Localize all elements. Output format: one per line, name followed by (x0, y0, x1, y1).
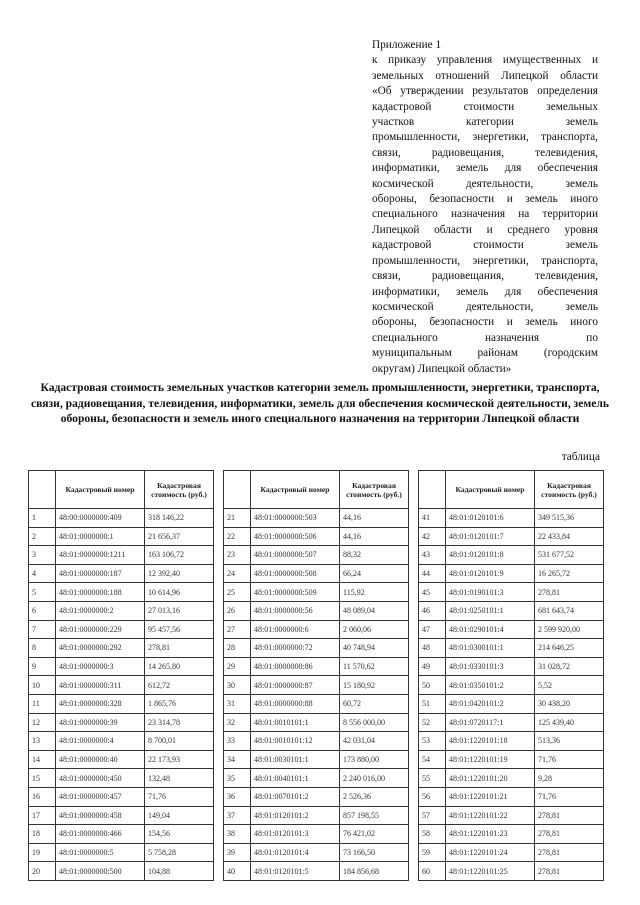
table-row (419, 694, 604, 713)
column-header: Кадастровая стоимость (руб.) (535, 471, 604, 509)
cadastral-number: 48:01:0330101:3 (446, 657, 535, 676)
table-row (29, 694, 214, 713)
cadastral-value: 40 748,94 (340, 639, 409, 658)
table-row (419, 843, 604, 862)
table-row (224, 806, 409, 825)
row-number: 60 (419, 862, 446, 881)
cadastral-value: 8 556 000,00 (340, 713, 409, 732)
cadastral-number: 48:01:0010101:1 (251, 713, 340, 732)
cadastral-table-1 (28, 470, 214, 881)
row-number: 30 (224, 676, 251, 695)
cadastral-value: 27 013,16 (145, 601, 214, 620)
table-row (224, 825, 409, 844)
row-number: 14 (29, 750, 56, 769)
row-number: 3 (29, 546, 56, 565)
cadastral-number: 48:01:0000000:2 (56, 601, 145, 620)
cadastral-number: 48:01:1220101:18 (446, 732, 535, 751)
table-row (419, 583, 604, 602)
cadastral-number: 48:01:0000000:1211 (56, 546, 145, 565)
cadastral-number: 48:01:0000000:229 (56, 620, 145, 639)
cadastral-number: 48:01:0000000:292 (56, 639, 145, 658)
row-number: 16 (29, 787, 56, 806)
cadastral-number: 48:01:0720117:1 (446, 713, 535, 732)
row-number: 51 (419, 694, 446, 713)
table-row (419, 769, 604, 788)
row-number: 55 (419, 769, 446, 788)
cadastral-number: 48:00:0000000:409 (56, 509, 145, 528)
cadastral-value: 9,28 (535, 769, 604, 788)
cadastral-value: 149,04 (145, 806, 214, 825)
cadastral-number: 48:01:0070101:2 (251, 787, 340, 806)
table-row (224, 601, 409, 620)
cadastral-value: 22 173,93 (145, 750, 214, 769)
cadastral-value: 42 031,04 (340, 732, 409, 751)
cadastral-value: 2 240 016,00 (340, 769, 409, 788)
row-number: 13 (29, 732, 56, 751)
row-number: 31 (224, 694, 251, 713)
table-row (224, 564, 409, 583)
row-number: 15 (29, 769, 56, 788)
row-number: 9 (29, 657, 56, 676)
appendix-line: «Об утверждении результатов определения (372, 85, 598, 98)
table-row (419, 527, 604, 546)
appendix-line: муниципальным районам (городским (372, 347, 598, 360)
row-number: 41 (419, 509, 446, 528)
cadastral-value: 71,76 (535, 750, 604, 769)
cadastral-value: 513,36 (535, 732, 604, 751)
table-row (419, 862, 604, 881)
row-number: 25 (224, 583, 251, 602)
cadastral-number: 48:01:0040101:1 (251, 769, 340, 788)
cadastral-number: 48:01:0300101:1 (446, 639, 535, 658)
row-number: 43 (419, 546, 446, 565)
cadastral-number: 48:01:0000000:187 (56, 564, 145, 583)
cadastral-value: 278,81 (535, 806, 604, 825)
cadastral-value: 173 880,00 (340, 750, 409, 769)
row-number: 26 (224, 601, 251, 620)
table-row (419, 713, 604, 732)
table-row (224, 713, 409, 732)
table-row (29, 676, 214, 695)
appendix-line: Липецкой области и среднего уровня (372, 223, 598, 236)
table-row (29, 732, 214, 751)
table-row (29, 713, 214, 732)
row-number: 8 (29, 639, 56, 658)
appendix-line: земельных отношений Липецкой области (372, 69, 598, 82)
cadastral-value: 2 599 920,00 (535, 620, 604, 639)
cadastral-value: 16 265,72 (535, 564, 604, 583)
cadastral-value: 278,81 (535, 862, 604, 881)
table-row (419, 546, 604, 565)
cadastral-value: 278,81 (145, 639, 214, 658)
cadastral-number: 48:01:1220101:25 (446, 862, 535, 881)
cadastral-number: 48:01:0120101:3 (251, 825, 340, 844)
header-row (419, 471, 604, 509)
row-number: 48 (419, 639, 446, 658)
cadastral-value: 184 856,68 (340, 862, 409, 881)
row-number: 59 (419, 843, 446, 862)
table-row (419, 639, 604, 658)
appendix-line: специального назначения по (372, 331, 598, 344)
cadastral-value: 44,16 (340, 509, 409, 528)
table-row (224, 676, 409, 695)
appendix-line: обороны, безопасности и земель иного (372, 193, 598, 206)
row-number: 39 (224, 843, 251, 862)
cadastral-value: 30 438,20 (535, 694, 604, 713)
appendix-line: округам) Липецкой области» (372, 362, 512, 375)
cadastral-value: 5,52 (535, 676, 604, 695)
row-number: 4 (29, 564, 56, 583)
row-number: 34 (224, 750, 251, 769)
cadastral-number: 48:01:0000000:3 (56, 657, 145, 676)
cadastral-value: 5 758,28 (145, 843, 214, 862)
row-number: 57 (419, 806, 446, 825)
table-row (419, 620, 604, 639)
appendix-line: специального назначения на территории (372, 208, 598, 221)
cadastral-number: 48:01:0000000:506 (251, 527, 340, 546)
table-row (419, 509, 604, 528)
cadastral-number: 48:01:0000000:500 (56, 862, 145, 881)
row-number: 50 (419, 676, 446, 695)
cadastral-number: 48:01:1220101:22 (446, 806, 535, 825)
cadastral-value: 14 265,80 (145, 657, 214, 676)
cadastral-value: 21 656,37 (145, 527, 214, 546)
column-header: Кадастровый номер (446, 471, 535, 509)
column-header (419, 471, 446, 509)
row-number: 12 (29, 713, 56, 732)
cadastral-value: 132,48 (145, 769, 214, 788)
cadastral-value: 60,72 (340, 694, 409, 713)
table-row (419, 657, 604, 676)
cadastral-number: 48:01:0000000:72 (251, 639, 340, 658)
cadastral-number: 48:01:0000000:87 (251, 676, 340, 695)
cadastral-value: 681 643,74 (535, 601, 604, 620)
cadastral-number: 48:01:0120101:5 (251, 862, 340, 881)
cadastral-value: 278,81 (535, 843, 604, 862)
table-row (224, 750, 409, 769)
row-number: 21 (224, 509, 251, 528)
row-number: 29 (224, 657, 251, 676)
cadastral-number: 48:01:0000000:188 (56, 583, 145, 602)
row-number: 35 (224, 769, 251, 788)
cadastral-value: 612,72 (145, 676, 214, 695)
appendix-line: обороны, безопасности и земель иного (372, 316, 598, 329)
cadastral-value: 66,24 (340, 564, 409, 583)
cadastral-value: 163 106,72 (145, 546, 214, 565)
cadastral-number: 48:01:1220101:19 (446, 750, 535, 769)
appendix-line: информатики, земель для обеспечения (372, 162, 598, 175)
row-number: 2 (29, 527, 56, 546)
column-header: Кадастровый номер (251, 471, 340, 509)
cadastral-value: 8 700,01 (145, 732, 214, 751)
cadastral-value: 318 146,22 (145, 509, 214, 528)
cadastral-number: 48:01:0000000:507 (251, 546, 340, 565)
row-number: 5 (29, 583, 56, 602)
cadastral-value: 1 865,76 (145, 694, 214, 713)
cadastral-number: 48:01:1220101:20 (446, 769, 535, 788)
column-header (29, 471, 56, 509)
cadastral-number: 48:01:0000000:458 (56, 806, 145, 825)
appendix-line: участков категории земель (372, 116, 598, 129)
cadastral-value: 125 439,40 (535, 713, 604, 732)
cadastral-value: 73 166,50 (340, 843, 409, 862)
cadastral-value: 10 614,96 (145, 583, 214, 602)
cadastral-number: 48:01:0190101:3 (446, 583, 535, 602)
cadastral-value: 11 570,62 (340, 657, 409, 676)
cadastral-number: 48:01:1220101:21 (446, 787, 535, 806)
table-row (419, 601, 604, 620)
cadastral-number: 48:01:0420101:2 (446, 694, 535, 713)
header-row (224, 471, 409, 509)
cadastral-number: 48:01:0000000:1 (56, 527, 145, 546)
cadastral-number: 48:01:0000000:311 (56, 676, 145, 695)
cadastral-table-2 (223, 470, 409, 881)
row-number: 1 (29, 509, 56, 528)
cadastral-number: 48:01:0000000:450 (56, 769, 145, 788)
table-row (29, 639, 214, 658)
row-number: 45 (419, 583, 446, 602)
table-row (29, 787, 214, 806)
row-number: 47 (419, 620, 446, 639)
cadastral-value: 349 515,36 (535, 509, 604, 528)
table-row (224, 694, 409, 713)
cadastral-value: 44,16 (340, 527, 409, 546)
table-row (29, 657, 214, 676)
table-row (419, 750, 604, 769)
cadastral-number: 48:01:0000000:5 (56, 843, 145, 862)
table-row (224, 509, 409, 528)
cadastral-value: 104,88 (145, 862, 214, 881)
row-number: 42 (419, 527, 446, 546)
table-row (29, 546, 214, 565)
table-label: таблица (561, 451, 600, 463)
column-header: Кадастровая стоимость (руб.) (145, 471, 214, 509)
column-header (224, 471, 251, 509)
table-row (29, 564, 214, 583)
cadastral-number: 48:01:0250101:1 (446, 601, 535, 620)
cadastral-value: 531 677,52 (535, 546, 604, 565)
cadastral-number: 48:01:0000000:508 (251, 564, 340, 583)
cadastral-value: 31 028,72 (535, 657, 604, 676)
row-number: 20 (29, 862, 56, 881)
cadastral-number: 48:01:0010101:12 (251, 732, 340, 751)
cadastral-value: 857 198,55 (340, 806, 409, 825)
table-row (224, 639, 409, 658)
row-number: 58 (419, 825, 446, 844)
row-number: 37 (224, 806, 251, 825)
table-row (419, 806, 604, 825)
cadastral-number: 48:01:0000000:88 (251, 694, 340, 713)
appendix-line: промышленности, энергетики, транспорта, (372, 254, 598, 267)
row-number: 28 (224, 639, 251, 658)
table-row (29, 862, 214, 881)
table-row (29, 769, 214, 788)
appendix-line: Приложение 1 (372, 39, 442, 51)
header-row (29, 471, 214, 509)
cadastral-value: 15 180,92 (340, 676, 409, 695)
cadastral-number: 48:01:1220101:24 (446, 843, 535, 862)
column-header: Кадастровая стоимость (руб.) (340, 471, 409, 509)
table-row (419, 676, 604, 695)
table-row (419, 564, 604, 583)
cadastral-value: 22 433,84 (535, 527, 604, 546)
cadastral-number: 48:01:0120101:2 (251, 806, 340, 825)
row-number: 46 (419, 601, 446, 620)
row-number: 56 (419, 787, 446, 806)
cadastral-number: 48:01:0000000:56 (251, 601, 340, 620)
table-row (224, 620, 409, 639)
row-number: 27 (224, 620, 251, 639)
cadastral-table-3 (418, 470, 604, 881)
appendix-line: промышленности, энергетики, транспорта, (372, 131, 598, 144)
cadastral-value: 115,92 (340, 583, 409, 602)
table-row (419, 787, 604, 806)
row-number: 44 (419, 564, 446, 583)
row-number: 19 (29, 843, 56, 862)
appendix-line: к приказу управления имущественных и (372, 54, 598, 67)
cadastral-number: 48:01:0290101:4 (446, 620, 535, 639)
row-number: 10 (29, 676, 56, 695)
cadastral-number: 48:01:0000000:39 (56, 713, 145, 732)
row-number: 22 (224, 527, 251, 546)
row-number: 24 (224, 564, 251, 583)
cadastral-number: 48:01:0000000:509 (251, 583, 340, 602)
row-number: 49 (419, 657, 446, 676)
appendix-line: информатики, земель для обеспечения (372, 285, 598, 298)
row-number: 38 (224, 825, 251, 844)
cadastral-number: 48:01:0120101:7 (446, 527, 535, 546)
cadastral-number: 48:01:0120101:6 (446, 509, 535, 528)
table-row (419, 825, 604, 844)
table-row (224, 583, 409, 602)
row-number: 6 (29, 601, 56, 620)
cadastral-number: 48:01:0000000:86 (251, 657, 340, 676)
table-row (29, 750, 214, 769)
row-number: 53 (419, 732, 446, 751)
cadastral-number: 48:01:0000000:503 (251, 509, 340, 528)
cadastral-number: 48:01:0000000:4 (56, 732, 145, 751)
table-row (29, 843, 214, 862)
cadastral-number: 48:01:0000000:328 (56, 694, 145, 713)
row-number: 7 (29, 620, 56, 639)
table-row (224, 843, 409, 862)
cadastral-value: 2 526,36 (340, 787, 409, 806)
cadastral-value: 278,81 (535, 825, 604, 844)
column-header: Кадастровый номер (56, 471, 145, 509)
row-number: 23 (224, 546, 251, 565)
table-row (224, 546, 409, 565)
table-row (224, 769, 409, 788)
row-number: 36 (224, 787, 251, 806)
cadastral-value: 12 392,40 (145, 564, 214, 583)
cadastral-number: 48:01:0000000:40 (56, 750, 145, 769)
cadastral-value: 154,56 (145, 825, 214, 844)
row-number: 40 (224, 862, 251, 881)
appendix-line: космической деятельности, земель (372, 177, 598, 190)
table-row (224, 787, 409, 806)
table-row (29, 601, 214, 620)
appendix-line: кадастровой стоимости земель (372, 239, 598, 252)
row-number: 32 (224, 713, 251, 732)
cadastral-number: 48:01:0120101:9 (446, 564, 535, 583)
table-row (224, 732, 409, 751)
table-row (224, 862, 409, 881)
table-row (29, 620, 214, 639)
cadastral-number: 48:01:0000000:457 (56, 787, 145, 806)
table-row (29, 806, 214, 825)
cadastral-number: 48:01:0120101:4 (251, 843, 340, 862)
cadastral-number: 48:01:0000000:6 (251, 620, 340, 639)
appendix-header (372, 38, 598, 377)
appendix-line: космической деятельности, земель (372, 300, 598, 313)
cadastral-number: 48:01:0000000:466 (56, 825, 145, 844)
table-row (29, 825, 214, 844)
cadastral-number: 48:01:0030101:1 (251, 750, 340, 769)
table-row (419, 732, 604, 751)
cadastral-value: 278,81 (535, 583, 604, 602)
table-row (29, 527, 214, 546)
cadastral-number: 48:01:0350101:2 (446, 676, 535, 695)
row-number: 11 (29, 694, 56, 713)
cadastral-value: 23 314,78 (145, 713, 214, 732)
row-number: 17 (29, 806, 56, 825)
row-number: 52 (419, 713, 446, 732)
cadastral-value: 71,76 (145, 787, 214, 806)
cadastral-value: 48 089,04 (340, 601, 409, 620)
table-row (29, 509, 214, 528)
table-row (224, 527, 409, 546)
appendix-line: связи, радиовещания, телевидения, (372, 270, 598, 283)
table-row (224, 657, 409, 676)
document-title: Кадастровая стоимость земельных участков категории земель промышленности, энергетики, транспорта, связи, радиовещания, телевидения, информатики, земель для обеспечения космической деятельности, земель обороны, безопасности и земель иного специального назначения на территории Липецкой области (30, 381, 610, 425)
cadastral-value: 76 421,02 (340, 825, 409, 844)
table-row (29, 583, 214, 602)
cadastral-value: 88,32 (340, 546, 409, 565)
row-number: 33 (224, 732, 251, 751)
appendix-line: кадастровой стоимости земельных (372, 100, 598, 113)
cadastral-number: 48:01:1220101:23 (446, 825, 535, 844)
row-number: 18 (29, 825, 56, 844)
cadastral-value: 2 060,06 (340, 620, 409, 639)
cadastral-number: 48:01:0120101:8 (446, 546, 535, 565)
row-number: 54 (419, 750, 446, 769)
cadastral-value: 71,76 (535, 787, 604, 806)
cadastral-value: 95 457,56 (145, 620, 214, 639)
cadastral-value: 214 646,25 (535, 639, 604, 658)
appendix-line: связи, радиовещания, телевидения, (372, 146, 598, 159)
